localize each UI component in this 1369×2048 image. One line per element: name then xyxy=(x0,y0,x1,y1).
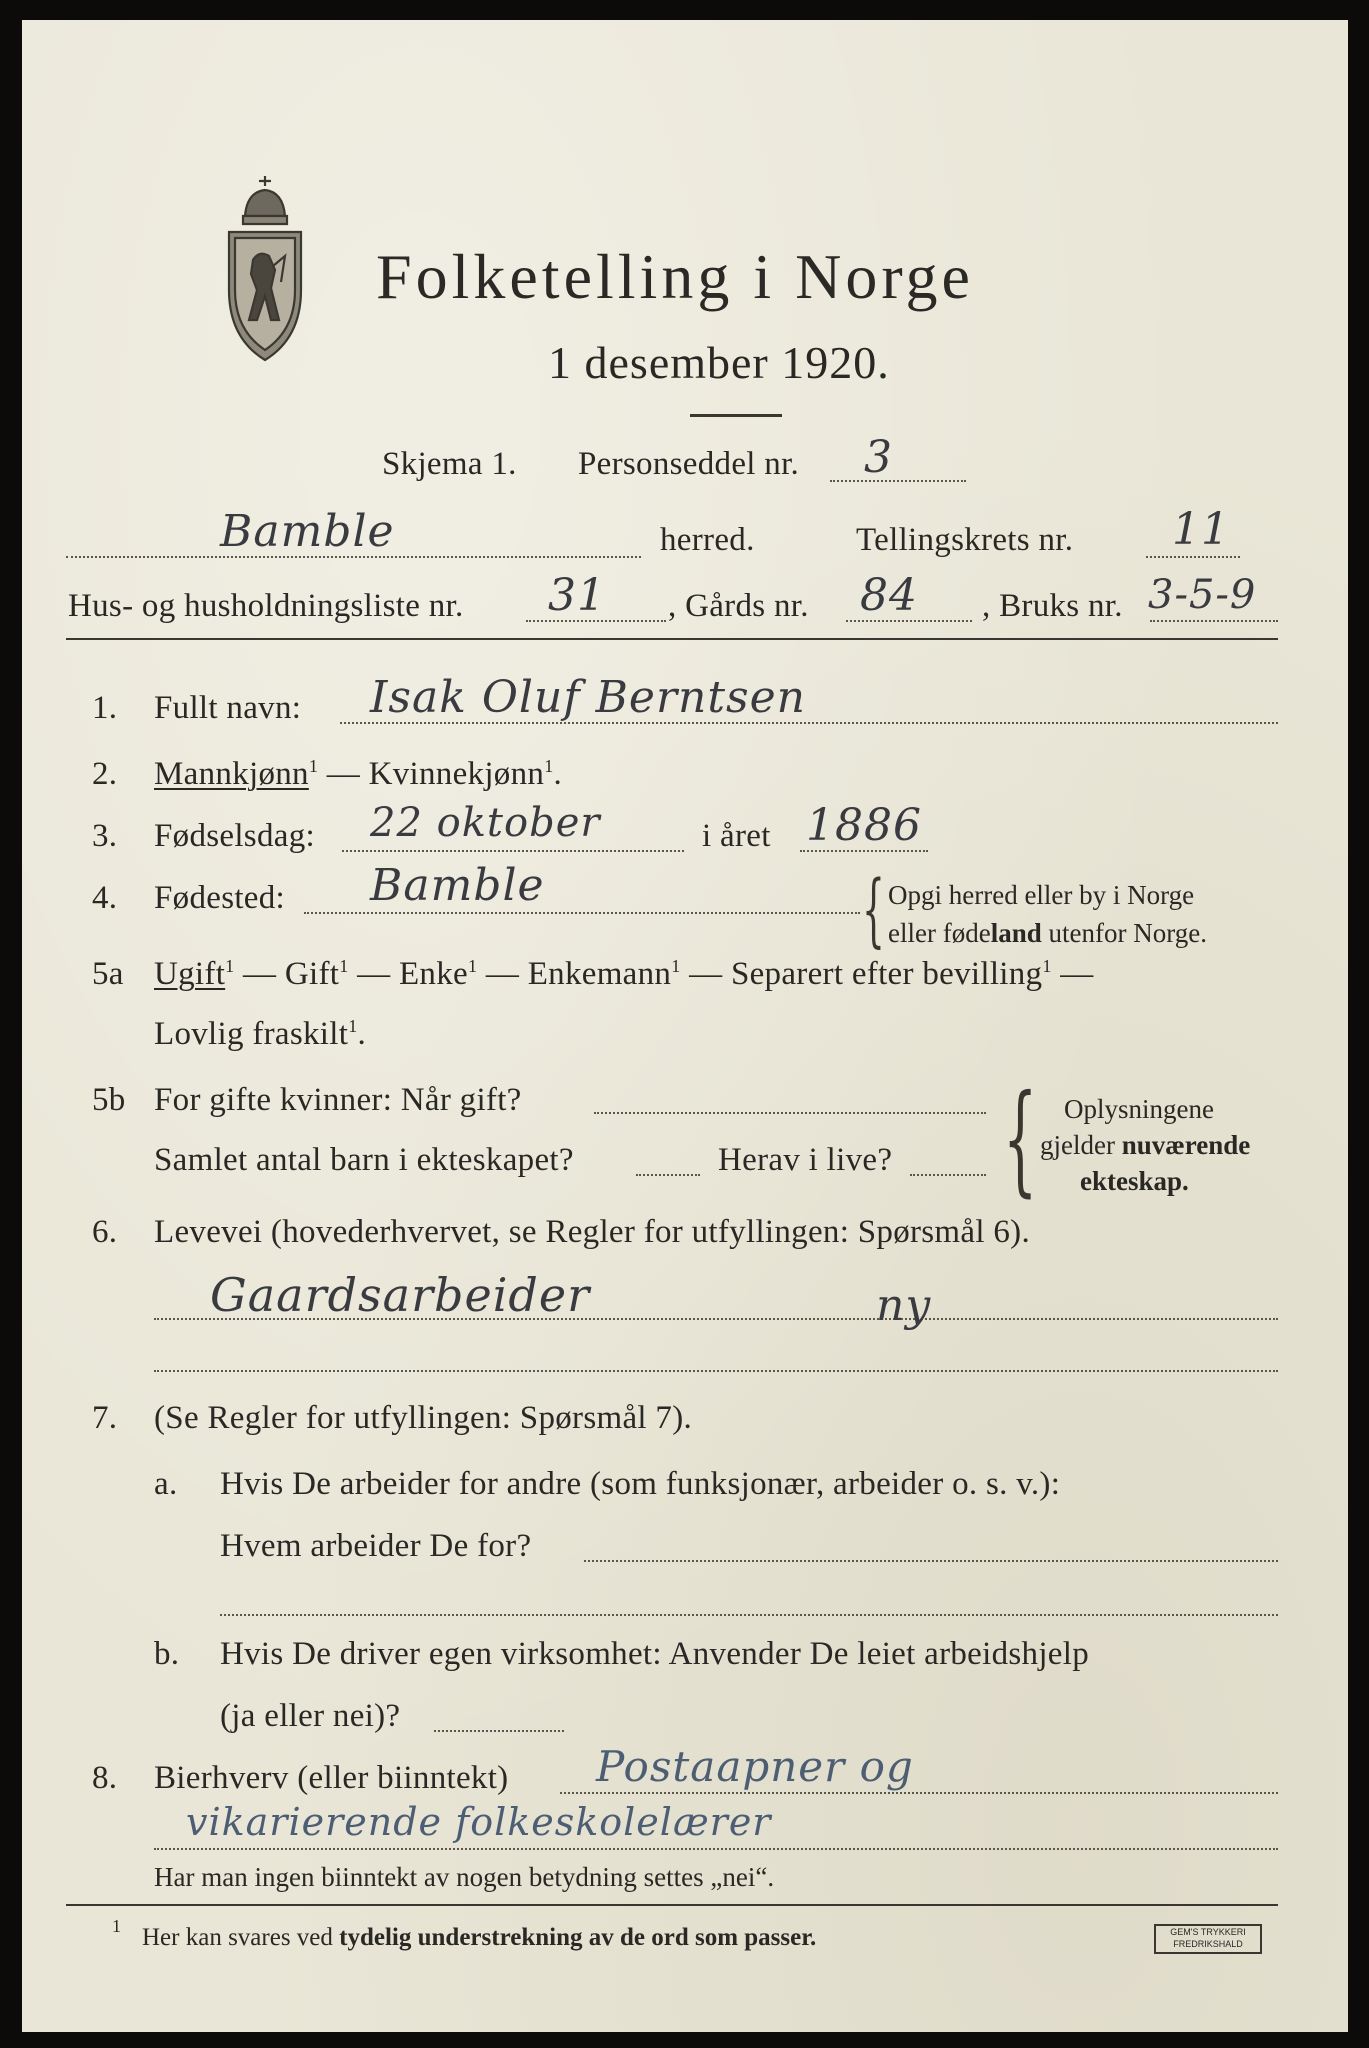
census-date: 1 desember 1920. xyxy=(548,337,890,388)
enke-option[interactable]: Enke xyxy=(398,956,468,992)
birthplace-note-1: Opgi herred eller by i Norge xyxy=(888,880,1195,910)
birthplace-line xyxy=(304,912,860,914)
q6-label: Levevei (hovederhvervet, se Regler for utfyllingen: Spørsmål 6). xyxy=(154,1214,1031,1250)
schema-prefix: Skjema 1. xyxy=(382,446,517,482)
side-income-line-2 xyxy=(154,1848,1278,1850)
q5b-children-label: Samlet antal barn i ekteskapet? xyxy=(154,1142,574,1178)
q7-number: 7. xyxy=(92,1400,118,1436)
note-text: utenfor Norge. xyxy=(1041,918,1207,948)
birth-year-value[interactable]: 1886 xyxy=(806,800,922,851)
footnote-ref: 1 xyxy=(671,956,681,976)
employer-line-1[interactable] xyxy=(584,1560,1278,1562)
q7a-line2: Hvem arbeider De for? xyxy=(220,1528,532,1564)
ugift-option[interactable]: Ugift xyxy=(154,956,226,992)
occupation-value-2[interactable]: ny xyxy=(876,1280,932,1331)
q6-number: 6. xyxy=(92,1214,118,1250)
q2-gender[interactable] xyxy=(154,756,562,793)
enkemann-option[interactable]: Enkemann xyxy=(527,956,672,992)
q7a-number: a. xyxy=(154,1466,178,1502)
bruks-value[interactable]: 3-5-9 xyxy=(1148,572,1257,618)
q7b-line2: (ja eller nei)? xyxy=(220,1698,401,1734)
footnote-ref: 1 xyxy=(348,1016,358,1036)
footnote-bold: tydelig understrekning av de ord som passer. xyxy=(339,1924,817,1951)
gender-female-option[interactable]: Kvinnekjønn xyxy=(368,756,545,792)
bruks-label: , Bruks nr. xyxy=(982,588,1123,624)
tellingskrets-line xyxy=(1146,556,1240,558)
separator: — xyxy=(348,956,399,992)
q1-number: 1. xyxy=(92,690,118,726)
coat-of-arms-icon xyxy=(215,170,315,370)
married-date-line[interactable] xyxy=(594,1112,986,1114)
birthplace-note-2 xyxy=(888,918,1207,949)
personseddel-label: Personseddel nr. xyxy=(578,446,800,482)
separert-option[interactable]: Separert efter bevilling xyxy=(730,956,1043,992)
q5b-note-3: ekteskap. xyxy=(1080,1166,1189,1196)
herred-value[interactable]: Bamble xyxy=(220,506,395,557)
herred-label: herred. xyxy=(660,522,755,558)
q5b-note-1: Oplysningene xyxy=(1064,1094,1214,1124)
gards-value[interactable]: 84 xyxy=(860,570,918,621)
alive-line[interactable] xyxy=(910,1174,986,1176)
q5a-options-2[interactable] xyxy=(154,1016,366,1053)
q8-note: Har man ingen biinntekt av nogen betydning settes „nei“. xyxy=(154,1862,775,1892)
side-income-line-1 xyxy=(560,1792,1278,1794)
occupation-value[interactable]: Gaardsarbeider xyxy=(210,1268,591,1322)
note-text: eller føde xyxy=(888,918,991,948)
q4-label: Fødested: xyxy=(154,880,286,916)
q7-label: (Se Regler for utfyllingen: Spørsmål 7). xyxy=(154,1400,693,1436)
separator: — xyxy=(680,956,731,992)
brace: { xyxy=(1002,1070,1038,1209)
note-bold: land xyxy=(990,918,1042,948)
birthday-value[interactable]: 22 oktober xyxy=(370,800,601,846)
form-title: Folketelling i Norge xyxy=(376,241,974,312)
q7b-line1: Hvis De driver egen virksomhet: Anvender De leiet arbeidshjelp xyxy=(220,1636,1090,1672)
period: . xyxy=(357,1016,367,1052)
q3-number: 3. xyxy=(92,818,118,854)
footnote-plain: Her kan svares ved xyxy=(142,1924,340,1951)
q4-number: 4. xyxy=(92,880,118,916)
footnote-mark: 1 xyxy=(112,1916,121,1936)
birthplace-value[interactable]: Bamble xyxy=(370,860,545,911)
tellingskrets-label: Tellingskrets nr. xyxy=(856,522,1074,558)
q3-label: Fødselsdag: xyxy=(154,818,315,854)
footnote-ref: 1 xyxy=(1042,956,1052,976)
section-divider xyxy=(66,638,1278,640)
brace: { xyxy=(861,863,885,956)
footnote-ref: 1 xyxy=(308,756,319,776)
footnote-ref: 1 xyxy=(467,956,478,976)
hus-label: Hus- og husholdningsliste nr. xyxy=(68,588,464,624)
q1-label: Fullt navn: xyxy=(154,690,302,726)
separator: — xyxy=(318,756,369,792)
bruks-line xyxy=(1150,620,1278,622)
note-text: gjelder xyxy=(1040,1130,1122,1160)
q5b-number: 5b xyxy=(92,1082,126,1118)
employer-line-2[interactable] xyxy=(220,1614,1278,1616)
full-name-value[interactable]: Isak Oluf Berntsen xyxy=(370,672,806,723)
stamp-line-1: GEM'S TRYKKERI xyxy=(1170,1927,1246,1937)
q5a-options[interactable] xyxy=(154,956,1094,993)
hus-value[interactable]: 31 xyxy=(548,570,606,621)
children-line[interactable] xyxy=(636,1174,700,1176)
q2-number: 2. xyxy=(92,756,118,792)
q5b-line1: For gifte kvinner: Når gift? xyxy=(154,1082,522,1118)
separator: — xyxy=(1051,956,1094,992)
q5b-note-2 xyxy=(1040,1130,1250,1161)
note-bold: nuværende xyxy=(1121,1130,1251,1160)
occupation-line-2 xyxy=(154,1370,1278,1372)
footnote-divider xyxy=(66,1904,1278,1906)
footnote-text xyxy=(142,1924,816,1952)
q8-label: Bierhverv (eller biinntekt) xyxy=(154,1760,509,1796)
footnote-ref: 1 xyxy=(544,756,554,776)
q8-number: 8. xyxy=(92,1760,118,1796)
side-income-value-2[interactable]: vikarierende folkeskolelærer xyxy=(186,1800,772,1844)
stamp-line-2: FREDRIKSHALD xyxy=(1173,1939,1243,1949)
gards-label: , Gårds nr. xyxy=(668,588,809,624)
printer-stamp xyxy=(1154,1924,1262,1954)
personseddel-value[interactable]: 3 xyxy=(864,432,893,483)
q7a-line1: Hvis De arbeider for andre (som funksjonær, arbeider o. s. v.): xyxy=(220,1466,1061,1502)
tellingskrets-value[interactable]: 11 xyxy=(1172,504,1230,555)
title-divider xyxy=(690,414,782,417)
fraskilt-option[interactable]: Lovlig fraskilt xyxy=(154,1016,349,1052)
side-income-value-1[interactable]: Postaapner og xyxy=(596,1742,914,1791)
personseddel-line xyxy=(830,480,966,482)
q5a-number: 5a xyxy=(92,956,124,992)
footnote-ref: 1 xyxy=(225,956,235,976)
gender-male-option[interactable]: Mannkjønn xyxy=(154,756,309,792)
hired-help-line[interactable] xyxy=(434,1730,564,1732)
gift-option[interactable]: Gift xyxy=(284,956,340,992)
q7b-number: b. xyxy=(154,1636,180,1672)
separator: — xyxy=(234,956,285,992)
q5b-alive-label: Herav i live? xyxy=(718,1142,893,1178)
period: . xyxy=(553,756,563,792)
footnote-ref: 1 xyxy=(339,956,349,976)
year-label: i året xyxy=(702,818,771,854)
separator: — xyxy=(477,956,528,992)
birthday-line xyxy=(342,850,684,852)
